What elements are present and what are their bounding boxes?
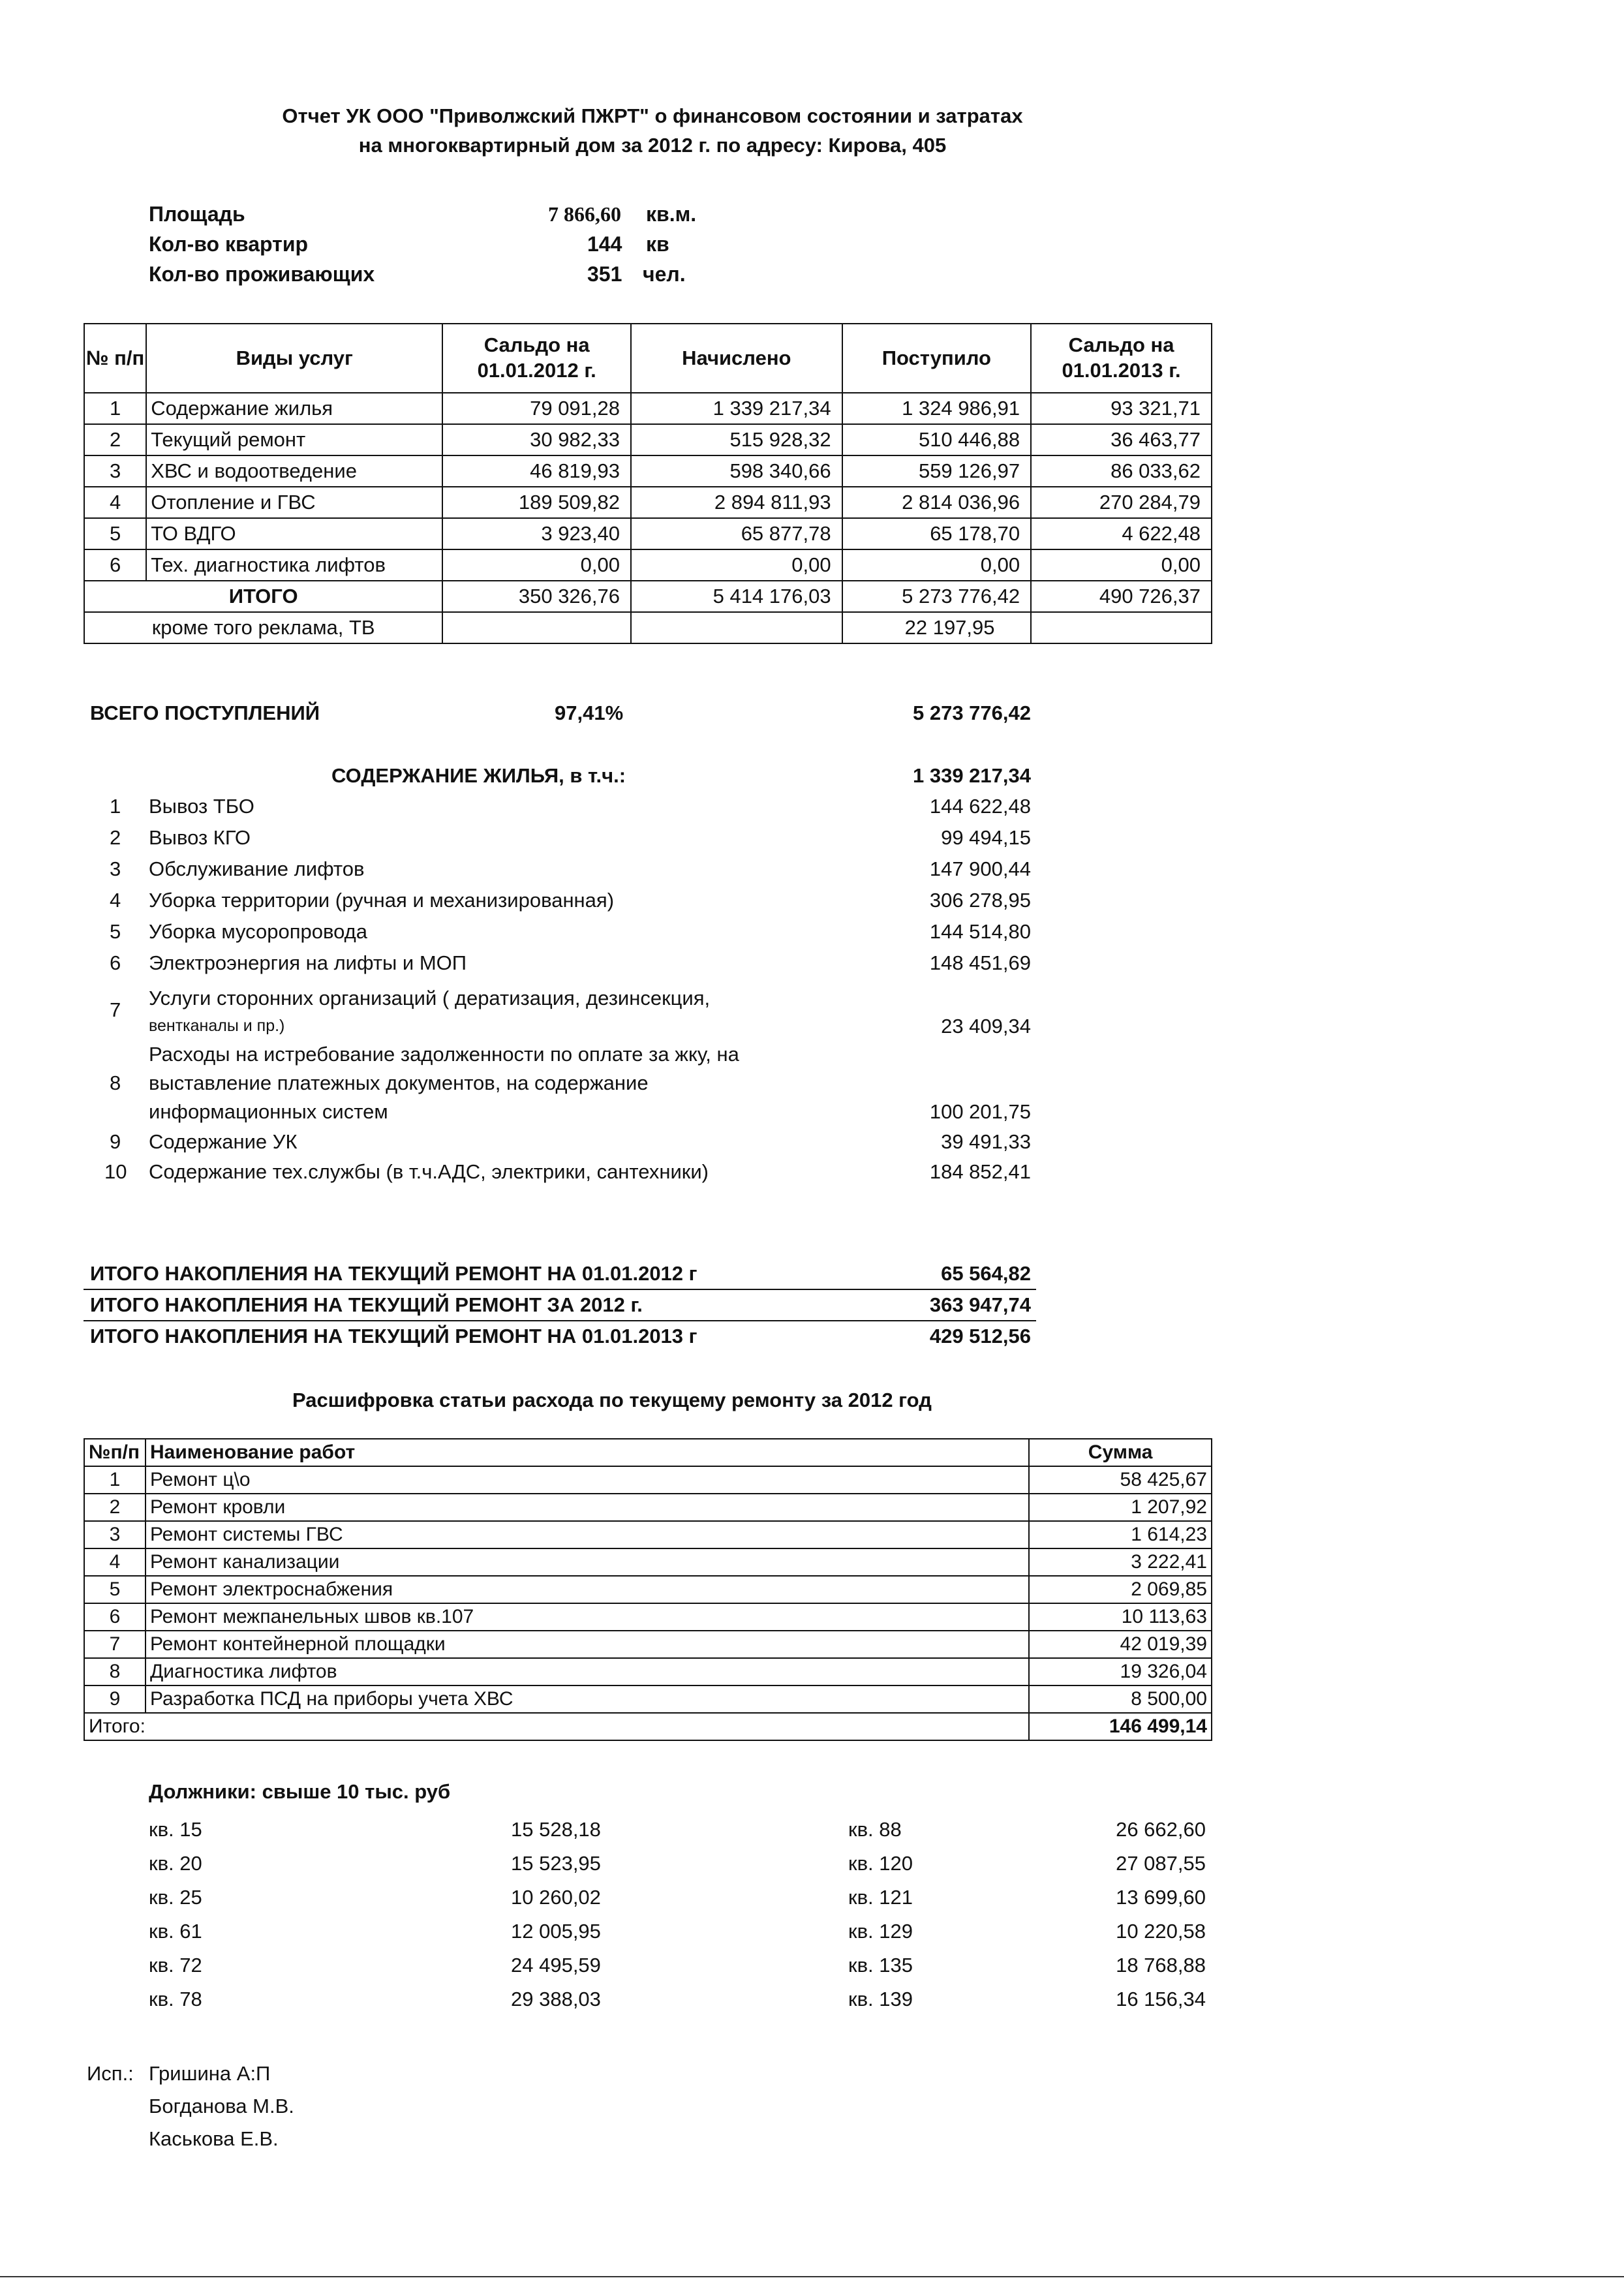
work-name: Разработка ПСД на приборы учета ХВС [146, 1685, 1029, 1713]
work-sum: 3 222,41 [1029, 1548, 1212, 1576]
info-unit-apartments: кв [646, 232, 669, 256]
list-item-value: 99 494,15 [941, 826, 1031, 849]
list-item-number: 5 [110, 920, 121, 943]
info-unit-area: кв.м. [646, 202, 697, 226]
debtor-apartment: кв. 120 [848, 1852, 913, 1875]
empty-cell [1031, 612, 1212, 643]
work-sum: 10 113,63 [1029, 1603, 1212, 1631]
table-row [84, 1631, 1212, 1658]
work-name: Ремонт электроснабжения [146, 1576, 1029, 1603]
services-table-header [84, 324, 1212, 393]
accrued: 2 894 811,93 [631, 487, 842, 518]
service-name: Тех. диагностика лифтов [146, 549, 442, 581]
list-item-number: 6 [110, 951, 121, 974]
table-total-row [84, 1713, 1212, 1740]
total-receipts-label: ВСЕГО ПОСТУПЛЕНИЙ [90, 701, 320, 724]
row-number: 3 [84, 455, 146, 487]
list-item-number: 2 [110, 826, 121, 849]
maintenance-title: СОДЕРЖАНИЕ ЖИЛЬЯ, в т.ч.: [331, 764, 626, 787]
balance-end: 36 463,77 [1031, 424, 1212, 455]
list-item-number: 9 [110, 1130, 121, 1153]
list-item-name: Вывоз ТБО [149, 795, 254, 818]
info-unit-residents: чел. [643, 262, 686, 286]
work-sum: 19 326,04 [1029, 1658, 1212, 1685]
debtor-apartment: кв. 20 [149, 1852, 202, 1875]
received: 1 324 986,91 [842, 393, 1032, 424]
accrued: 598 340,66 [631, 455, 842, 487]
debtor-sum: 12 005,95 [511, 1920, 601, 1943]
list-item-name: Вывоз КГО [149, 826, 251, 849]
list-item-value: 23 409,34 [941, 1015, 1031, 1038]
total-label: Итого: [84, 1713, 1029, 1740]
balance-start: 0,00 [442, 549, 631, 581]
debtor-sum: 10 260,02 [511, 1886, 601, 1909]
total-accrued: 5 414 176,03 [631, 581, 842, 612]
divider-line [84, 1289, 1036, 1290]
row-number: 6 [84, 1603, 146, 1631]
work-sum: 58 425,67 [1029, 1466, 1212, 1494]
list-item-name: Уборка территории (ручная и механизированная) [149, 889, 615, 912]
total-receipts-percent: 97,41% [555, 701, 624, 724]
work-name: Ремонт кровли [146, 1494, 1029, 1521]
total-sum: 146 499,14 [1029, 1713, 1212, 1740]
row-number: 9 [84, 1685, 146, 1713]
balance-start: 46 819,93 [442, 455, 631, 487]
list-item-name: Электроэнергия на лифты и МОП [149, 951, 467, 974]
info-value-apartments: 144 [587, 232, 622, 256]
repair-table-header [84, 1439, 1212, 1466]
balance-end: 86 033,62 [1031, 455, 1212, 487]
work-sum: 1 207,92 [1029, 1494, 1212, 1521]
table-row [84, 424, 1212, 455]
list-item-value: 306 278,95 [929, 889, 1031, 912]
table-row [84, 1548, 1212, 1576]
debtor-apartment: кв. 78 [149, 1988, 202, 2010]
executor-name: Богданова М.В. [149, 2095, 294, 2117]
service-name: ТО ВДГО [146, 518, 442, 549]
work-name: Ремонт ц\о [146, 1466, 1029, 1494]
header-cell: Начислено [631, 324, 842, 393]
savings-label-end: ИТОГО НАКОПЛЕНИЯ НА ТЕКУЩИЙ РЕМОНТ НА 01.01.2013 г [90, 1325, 697, 1347]
list-item-name-line2: выставление платежных документов, на содержание [149, 1071, 649, 1094]
list-item-value: 144 622,48 [929, 795, 1031, 818]
row-number: 7 [84, 1631, 146, 1658]
work-name: Ремонт межпанельных швов кв.107 [146, 1603, 1029, 1631]
total-balance-start: 350 326,76 [442, 581, 631, 612]
debtor-sum: 13 699,60 [1116, 1886, 1206, 1909]
debtor-apartment: кв. 129 [848, 1920, 913, 1943]
list-item-name: Содержание УК [149, 1130, 298, 1153]
list-item-number: 4 [110, 889, 121, 912]
savings-value-year: 363 947,74 [929, 1293, 1031, 1316]
maintenance-total: 1 339 217,34 [912, 764, 1031, 787]
empty-cell [442, 612, 631, 643]
accrued: 65 877,78 [631, 518, 842, 549]
report-title-line1: Отчет УК ООО "Приволжский ПЖРТ" о финансовом состоянии и затратах [282, 104, 1023, 127]
table-row [84, 549, 1212, 581]
table-extra-row [84, 612, 1212, 643]
debtors-title: Должники: свыше 10 тыс. руб [149, 1780, 451, 1803]
row-number: 8 [84, 1658, 146, 1685]
list-item-name: Содержание тех.службы (в т.ч.АДС, электрики, сантехники) [149, 1160, 709, 1183]
debtor-sum: 26 662,60 [1116, 1818, 1206, 1841]
total-label: ИТОГО [84, 581, 442, 612]
list-item-value: 100 201,75 [929, 1100, 1031, 1123]
row-number: 4 [84, 1548, 146, 1576]
list-item-number: 1 [110, 795, 121, 818]
work-name: Ремонт системы ГВС [146, 1521, 1029, 1548]
table-total-row [84, 581, 1212, 612]
debtor-sum: 24 495,59 [511, 1954, 601, 1977]
header-cell: №п/п [84, 1439, 146, 1466]
list-item-number: 10 [104, 1160, 127, 1183]
services-table [84, 323, 1212, 644]
work-name: Диагностика лифтов [146, 1658, 1029, 1685]
repair-breakdown-title: Расшифровка статьи расхода по текущему ремонту за 2012 год [292, 1389, 932, 1411]
balance-end: 0,00 [1031, 549, 1212, 581]
table-row [84, 1494, 1212, 1521]
info-label-residents: Кол-во проживающих [149, 262, 375, 286]
row-number: 2 [84, 424, 146, 455]
list-item-name-line2: вентканалы и пр.) [149, 1017, 285, 1035]
list-item-name-line1: Услуги сторонних организаций ( дератизация, дезинсекция, [149, 987, 711, 1009]
savings-label-start: ИТОГО НАКОПЛЕНИЯ НА ТЕКУЩИЙ РЕМОНТ НА 01.01.2012 г [90, 1262, 697, 1285]
debtor-sum: 29 388,03 [511, 1988, 601, 2010]
list-item-name-line1: Расходы на истребование задолженности по оплате за жку, на [149, 1043, 739, 1066]
list-item-number: 3 [110, 857, 121, 880]
accrued: 1 339 217,34 [631, 393, 842, 424]
balance-start: 79 091,28 [442, 393, 631, 424]
work-name: Ремонт канализации [146, 1548, 1029, 1576]
debtor-sum: 18 768,88 [1116, 1954, 1206, 1977]
header-cell: Наименование работ [146, 1439, 1029, 1466]
balance-start: 30 982,33 [442, 424, 631, 455]
list-item-number: 7 [110, 998, 121, 1021]
list-item-value: 147 900,44 [929, 857, 1031, 880]
header-cell: Сумма [1029, 1439, 1212, 1466]
table-row [84, 1576, 1212, 1603]
debtor-apartment: кв. 121 [848, 1886, 913, 1909]
table-row [84, 455, 1212, 487]
list-item-value: 39 491,33 [941, 1130, 1031, 1153]
row-number: 2 [84, 1494, 146, 1521]
list-item-value: 184 852,41 [929, 1160, 1031, 1183]
debtor-apartment: кв. 135 [848, 1954, 913, 1977]
balance-start: 189 509,82 [442, 487, 631, 518]
extra-received: 22 197,95 [842, 612, 1032, 643]
total-received: 5 273 776,42 [842, 581, 1032, 612]
list-item-value: 148 451,69 [929, 951, 1031, 974]
empty-cell [631, 612, 842, 643]
work-sum: 1 614,23 [1029, 1521, 1212, 1548]
row-number: 5 [84, 1576, 146, 1603]
table-row [84, 1685, 1212, 1713]
row-number: 3 [84, 1521, 146, 1548]
accrued: 515 928,32 [631, 424, 842, 455]
row-number: 4 [84, 487, 146, 518]
table-row [84, 518, 1212, 549]
total-balance-end: 490 726,37 [1031, 581, 1212, 612]
debtor-apartment: кв. 72 [149, 1954, 202, 1977]
header-cell: Виды услуг [146, 324, 442, 393]
page-bottom-line [0, 2276, 1624, 2277]
table-row [84, 1466, 1212, 1494]
balance-end: 4 622,48 [1031, 518, 1212, 549]
debtor-sum: 15 523,95 [511, 1852, 601, 1875]
report-title-line2: на многоквартирный дом за 2012 г. по адресу: Кирова, 405 [358, 134, 947, 157]
list-item-name: Обслуживание лифтов [149, 857, 365, 880]
executor-name: Гришина А:П [149, 2062, 271, 2085]
service-name: Текущий ремонт [146, 424, 442, 455]
debtor-apartment: кв. 139 [848, 1988, 913, 2010]
list-item-value: 144 514,80 [929, 920, 1031, 943]
list-item-number: 8 [110, 1071, 121, 1094]
row-number: 6 [84, 549, 146, 581]
debtor-sum: 15 528,18 [511, 1818, 601, 1841]
debtor-apartment: кв. 61 [149, 1920, 202, 1943]
list-item-name-line3: информационных систем [149, 1100, 388, 1123]
divider-line [84, 1320, 1036, 1321]
received: 559 126,97 [842, 455, 1032, 487]
savings-value-start: 65 564,82 [941, 1262, 1031, 1285]
executor-name: Каськова Е.В. [149, 2127, 279, 2150]
header-cell: № п/п [84, 324, 146, 393]
info-value-residents: 351 [587, 262, 622, 286]
list-item-name: Уборка мусоропровода [149, 920, 368, 943]
table-row [84, 1658, 1212, 1685]
balance-end: 270 284,79 [1031, 487, 1212, 518]
table-row [84, 487, 1212, 518]
table-row [84, 1603, 1212, 1631]
table-row [84, 393, 1212, 424]
total-receipts-value: 5 273 776,42 [912, 701, 1031, 724]
work-sum: 42 019,39 [1029, 1631, 1212, 1658]
row-number: 5 [84, 518, 146, 549]
header-cell: Сальдо на 01.01.2013 г. [1031, 324, 1212, 393]
debtor-sum: 27 087,55 [1116, 1852, 1206, 1875]
balance-end: 93 321,71 [1031, 393, 1212, 424]
row-number: 1 [84, 1466, 146, 1494]
debtor-sum: 10 220,58 [1116, 1920, 1206, 1943]
debtor-apartment: кв. 88 [848, 1818, 902, 1841]
received: 2 814 036,96 [842, 487, 1032, 518]
info-value-area: 7 866,60 [548, 202, 621, 226]
info-label-area: Площадь [149, 202, 245, 226]
header-cell: Поступило [842, 324, 1032, 393]
service-name: ХВС и водоотведение [146, 455, 442, 487]
executors-label: Исп.: [87, 2062, 134, 2085]
received: 510 446,88 [842, 424, 1032, 455]
debtor-apartment: кв. 25 [149, 1886, 202, 1909]
service-name: Отопление и ГВС [146, 487, 442, 518]
debtor-apartment: кв. 15 [149, 1818, 202, 1841]
row-number: 1 [84, 393, 146, 424]
work-sum: 8 500,00 [1029, 1685, 1212, 1713]
work-name: Ремонт контейнерной площадки [146, 1631, 1029, 1658]
balance-start: 3 923,40 [442, 518, 631, 549]
savings-label-year: ИТОГО НАКОПЛЕНИЯ НА ТЕКУЩИЙ РЕМОНТ ЗА 2012 г. [90, 1293, 643, 1316]
debtor-sum: 16 156,34 [1116, 1988, 1206, 2010]
accrued: 0,00 [631, 549, 842, 581]
table-row [84, 1521, 1212, 1548]
received: 65 178,70 [842, 518, 1032, 549]
repair-table [84, 1438, 1212, 1741]
extra-label: кроме того реклама, ТВ [84, 612, 442, 643]
service-name: Содержание жилья [146, 393, 442, 424]
work-sum: 2 069,85 [1029, 1576, 1212, 1603]
info-label-apartments: Кол-во квартир [149, 232, 309, 256]
header-cell: Сальдо на 01.01.2012 г. [442, 324, 631, 393]
received: 0,00 [842, 549, 1032, 581]
savings-value-end: 429 512,56 [929, 1325, 1031, 1347]
